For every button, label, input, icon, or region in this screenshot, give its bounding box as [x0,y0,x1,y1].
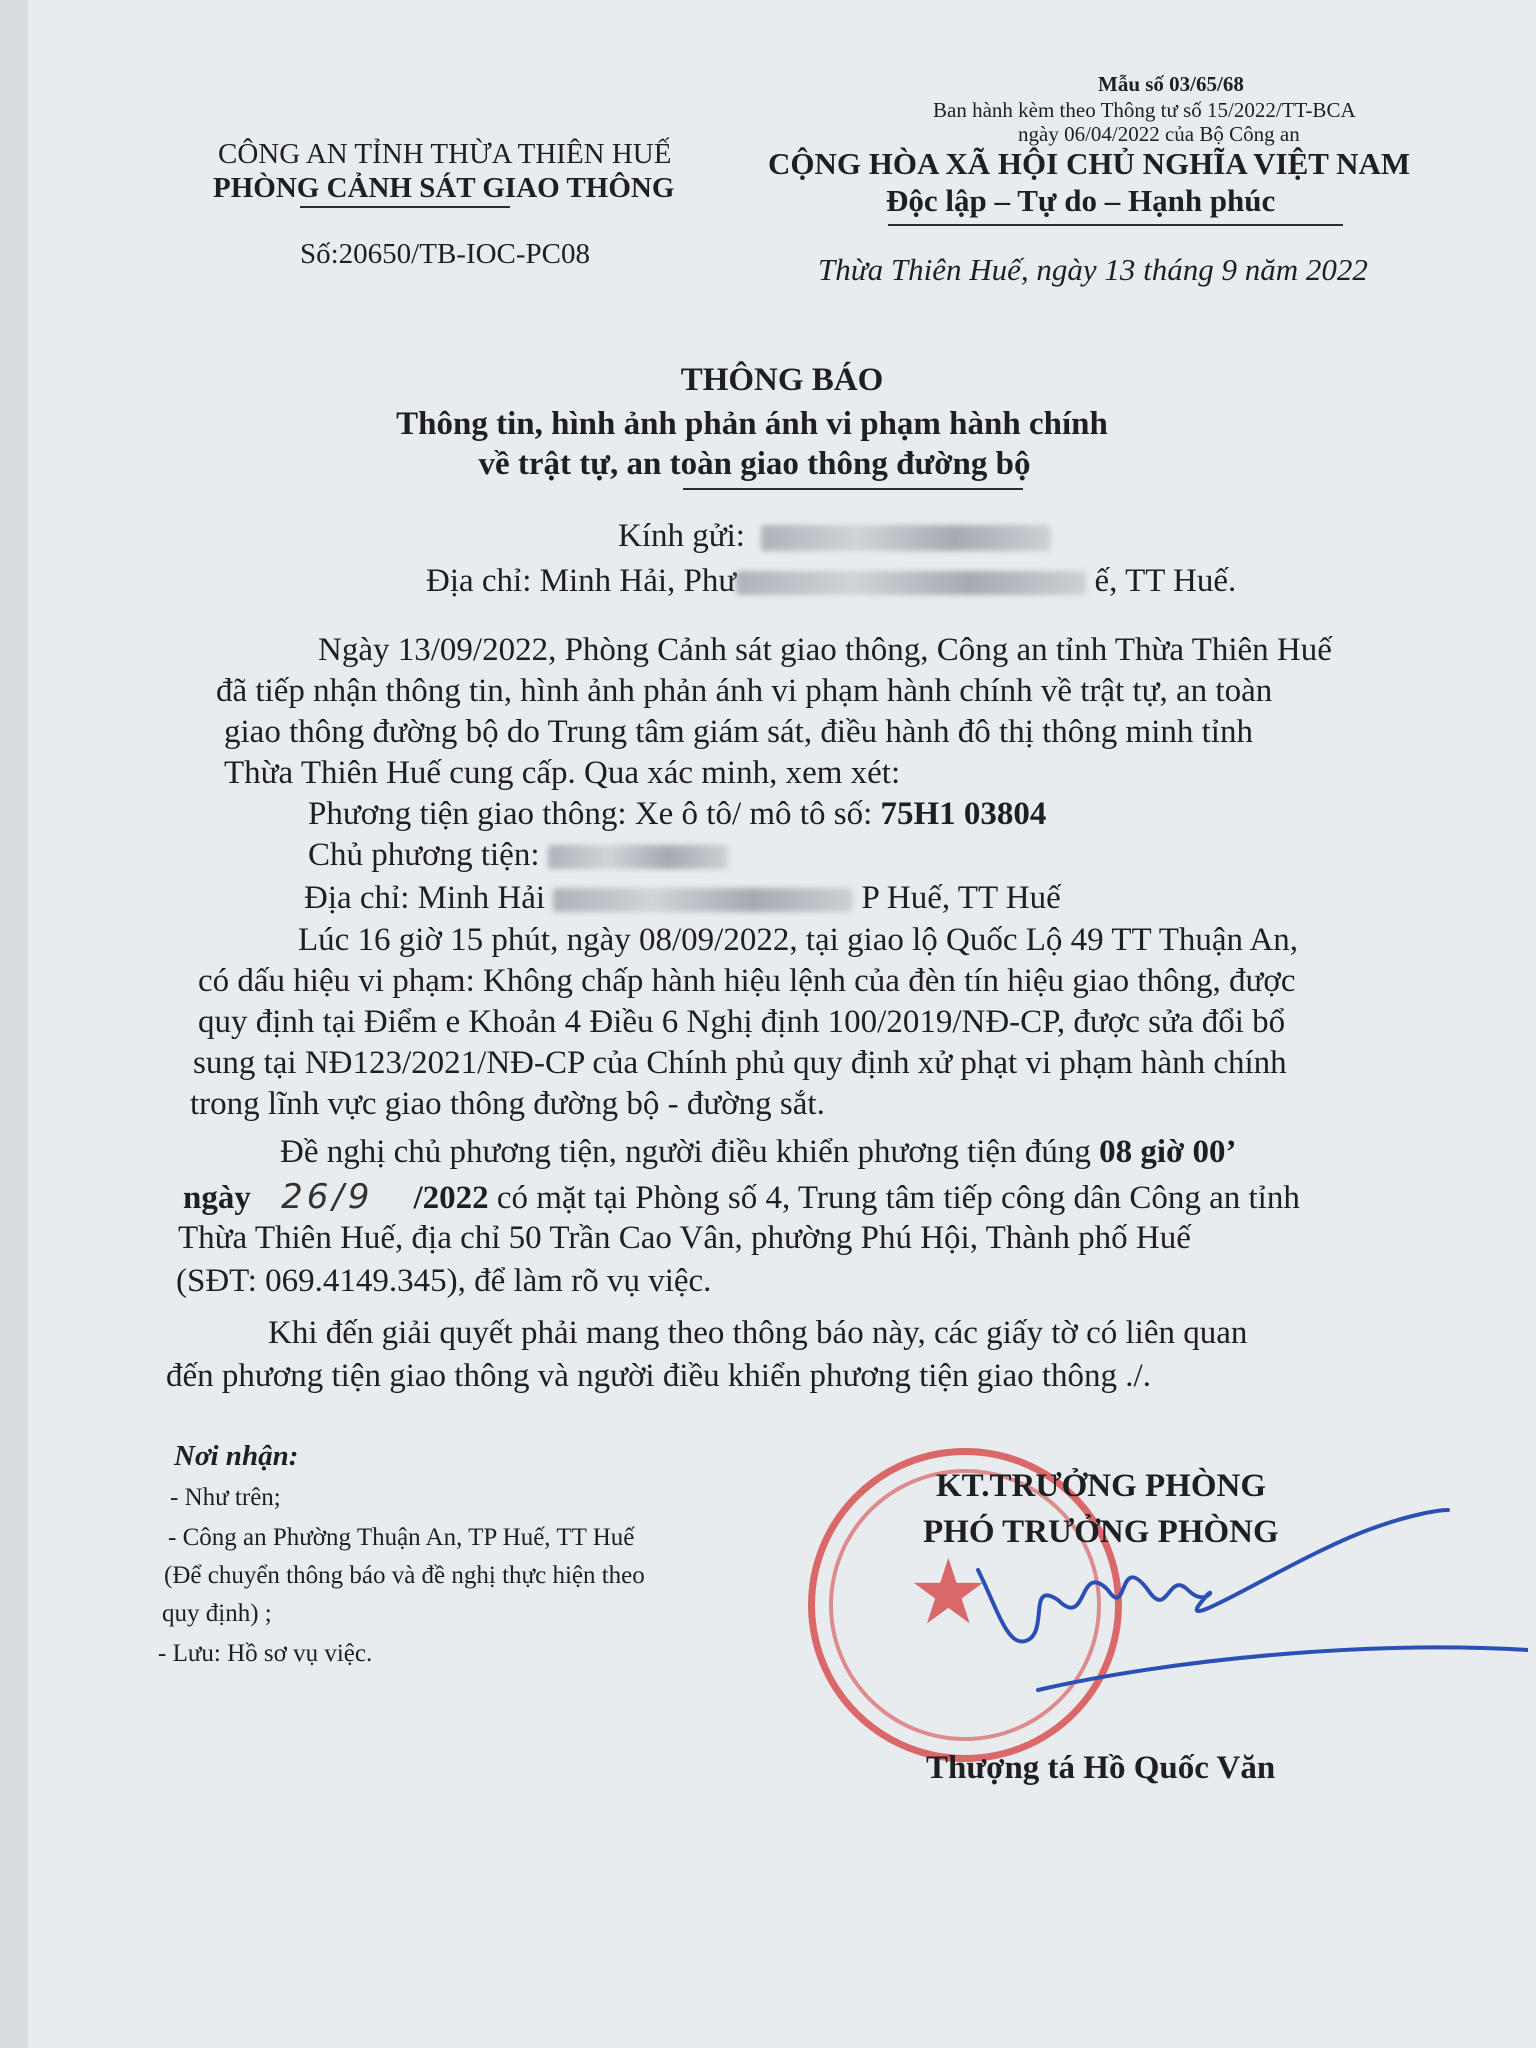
document-title: THÔNG BÁO [680,362,884,398]
recipient-label: Kính gửi: [618,518,745,554]
body-line: có dấu hiệu vi phạm: Không chấp hành hiệu lệnh của đèn tín hiệu giao thông, được [198,963,1296,999]
redacted-owner-address [553,888,853,912]
redacted-address [736,571,1086,595]
republic-name: CỘNG HÒA XÃ HỘI CHỦ NGHĨA VIỆT NAM [768,146,1411,181]
appointment-time: 08 giờ 00’ [1099,1134,1237,1170]
vehicle-label: Phương tiện giao thông: Xe ô tô/ mô tô số: [308,796,881,832]
body-line: đã tiếp nhận thông tin, hình ảnh phản ánh vi phạm hành chính về trật tự, an toàn [216,673,1273,709]
place-date: Thừa Thiên Huế, ngày 13 tháng 9 năm 2022 [818,252,1368,287]
recipients-item: - Lưu: Hồ sơ vụ việc. [158,1640,373,1667]
appointment-year: /2022 [413,1180,489,1216]
appointment-place: có mặt tại Phòng số 4, Trung tâm tiếp công dân Công an tỉnh [488,1180,1300,1216]
document-number: Số:20650/TB-IOC-PC08 [300,238,591,270]
appointment-line [280,1134,1237,1171]
recipients-item: (Để chuyển thông báo và đề nghị thực hiện theo [164,1562,645,1589]
recipient-line [618,518,1051,555]
handwritten-signature [968,1490,1528,1730]
redacted-recipient [761,525,1051,551]
body-line: Lúc 16 giờ 15 phút, ngày 08/09/2022, tại giao lộ Quốc Lộ 49 TT Thuận An, [298,922,1299,958]
stamp-star-icon: ★ [908,1540,989,1645]
department-name: PHÒNG CẢNH SÁT GIAO THÔNG [213,172,675,204]
recipients-item: quy định) ; [162,1600,272,1627]
motto-underline [888,224,1343,226]
issued-date: ngày 06/04/2022 của Bộ Công an [1018,122,1300,146]
owner-address-line [304,880,1061,917]
motto: Độc lập – Tự do – Hạnh phúc [886,183,1276,218]
recipient-address-label: Địa chỉ: Minh Hải, Phư [426,563,737,599]
department-underline [300,206,510,208]
redacted-owner [548,845,728,869]
signer-role-2: PHÓ TRƯỞNG PHÒNG [923,1514,1279,1550]
title-underline [683,488,1023,490]
document-subtitle-2: về trật tự, an toàn giao thông đường bộ [478,446,1031,482]
document-page [28,0,1536,2048]
appointment-text: Đề nghị chủ phương tiện, người điều khiển phương tiện đúng [280,1134,1100,1170]
issued-with: Ban hành kèm theo Thông tư số 15/2022/TT-BCA [933,98,1356,122]
body-line: giao thông đường bộ do Trung tâm giám sát, điều hành đô thị thông minh tỉnh [224,714,1253,750]
recipients-item: - Công an Phường Thuận An, TP Huế, TT Huế [168,1524,635,1551]
recipients-title: Nơi nhận: [174,1440,299,1472]
vehicle-plate: 75H1 03804 [880,796,1047,832]
recipient-address-tail: ế, TT Huế. [1094,563,1237,599]
recipient-address-line [426,563,1236,600]
body-line: trong lĩnh vực giao thông đường bộ - đường sắt. [190,1086,825,1122]
appointment-date-line [183,1177,1300,1217]
recipients-item: - Như trên; [170,1484,281,1511]
body-line: Thừa Thiên Huế, địa chỉ 50 Trần Cao Vân, phường Phú Hội, Thành phố Huế [178,1220,1191,1256]
agency-name: CÔNG AN TỈNH THỪA THIÊN HUẾ [218,138,672,170]
body-line: quy định tại Điểm e Khoản 4 Điều 6 Nghị định 100/2019/NĐ-CP, được sửa đổi bổ [198,1004,1286,1040]
owner-line [308,837,728,874]
body-line: đến phương tiện giao thông và người điều khiển phương tiện giao thông ./. [166,1358,1151,1394]
body-line: Ngày 13/09/2022, Phòng Cảnh sát giao thông, Công an tỉnh Thừa Thiên Huế [318,632,1332,668]
owner-label: Chủ phương tiện: [308,837,540,873]
body-line: sung tại NĐ123/2021/NĐ-CP của Chính phủ quy định xử phạt vi phạm hành chính [193,1045,1287,1081]
owner-address-label: Địa chỉ: Minh Hải [304,880,546,916]
document-subtitle-1: Thông tin, hình ảnh phản ánh vi phạm hành chính [396,406,1108,442]
signer-name: Thượng tá Hồ Quốc Văn [926,1750,1276,1786]
appointment-ngay: ngày [183,1180,251,1216]
handwritten-date: 26/9 [281,1177,374,1217]
form-number: Mẫu số 03/65/68 [1098,72,1244,96]
vehicle-line [308,796,1046,833]
body-line: (SĐT: 069.4149.345), để làm rõ vụ việc. [176,1263,712,1299]
signer-role-1: KT.TRƯỞNG PHÒNG [936,1468,1266,1504]
body-line: Khi đến giải quyết phải mang theo thông báo này, các giấy tờ có liên quan [268,1315,1248,1351]
owner-address-tail: P Huế, TT Huế [861,880,1061,916]
body-line: Thừa Thiên Huế cung cấp. Qua xác minh, xem xét: [224,755,901,791]
